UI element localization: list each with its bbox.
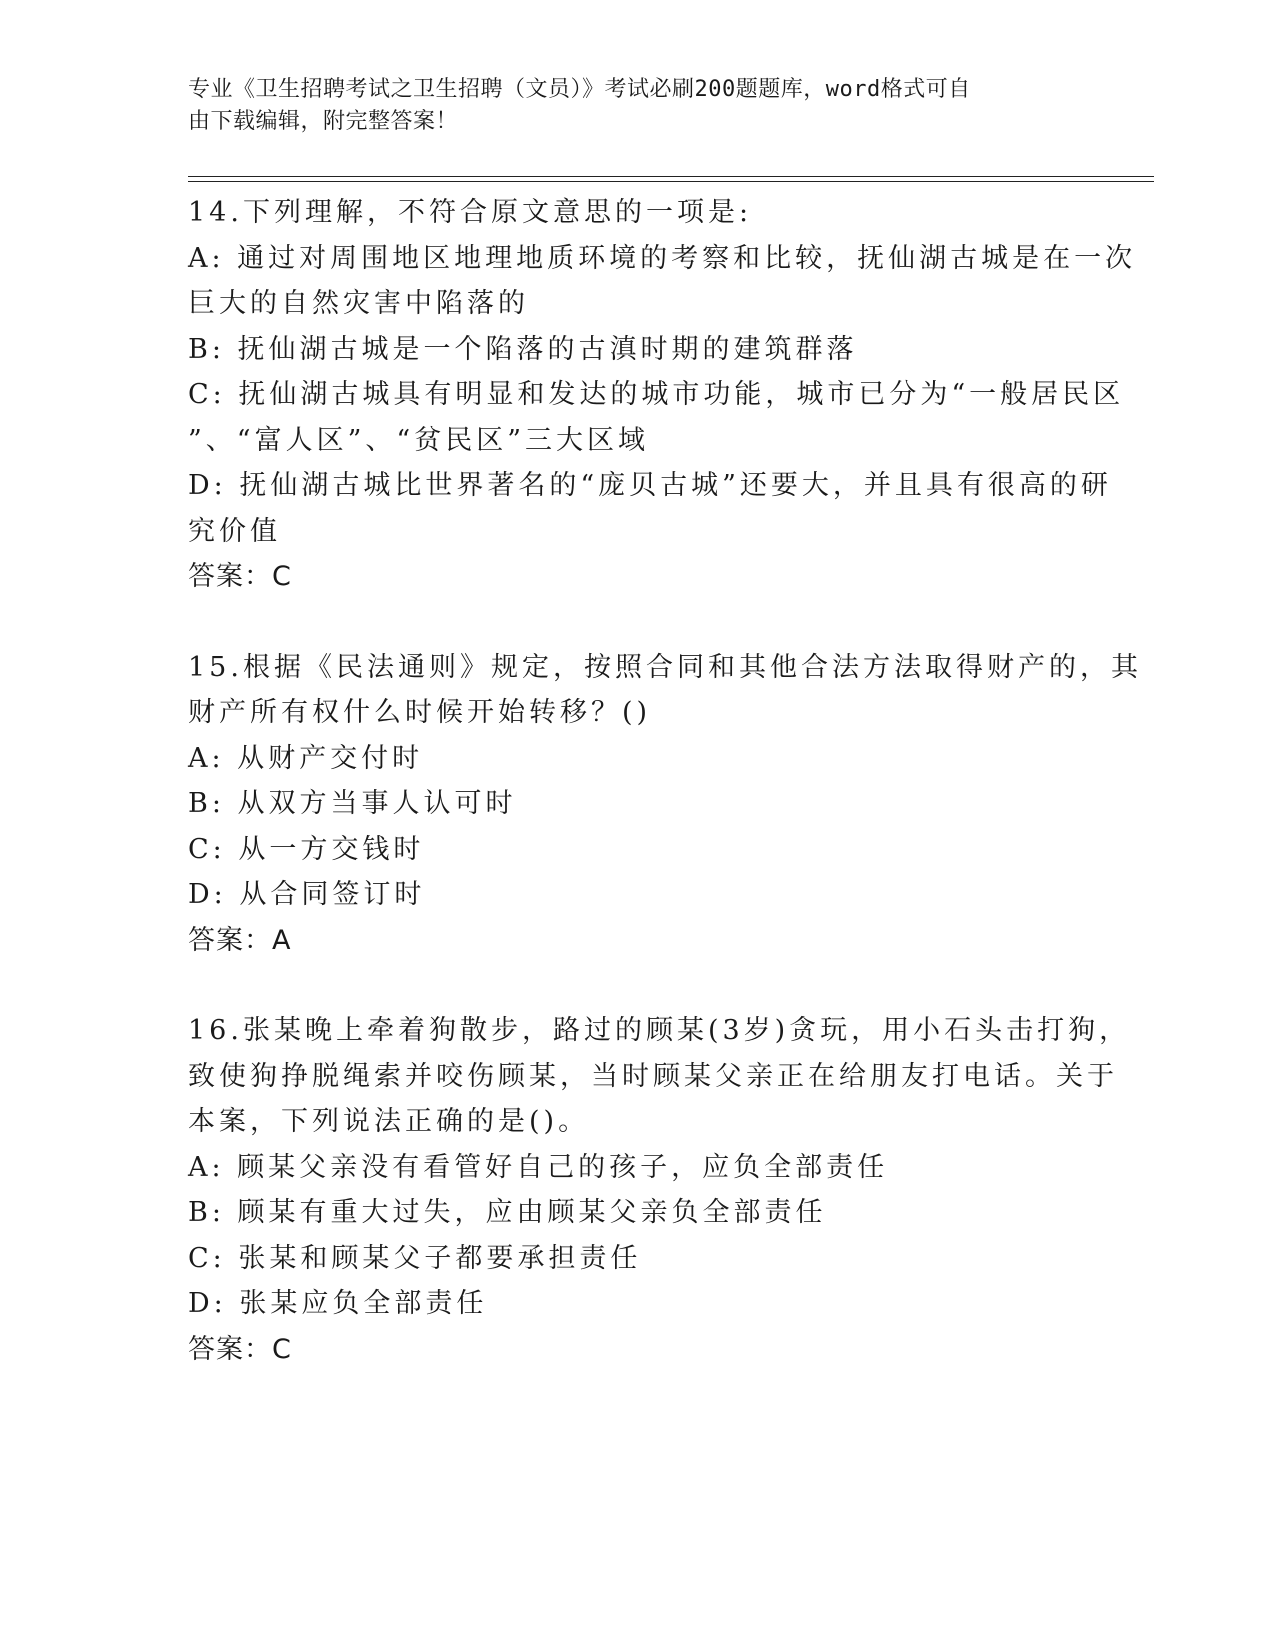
question-stem: 15.根据《民法通则》规定，按照合同和其他合法方法取得财产的，其 [188,651,1142,683]
option-d: D: 张某应负全部责任 [188,1288,488,1319]
question-stem-continued: 致使狗挣脱绳索并咬伤顾某，当时顾某父亲正在给朋友打电话。关于 [188,1060,1118,1092]
header-line-1: 专业《卫生招聘考试之卫生招聘（文员）》考试必刷200题题库，word格式可自 [188,77,971,102]
option-c: C: 张某和顾某父子都要承担责任 [188,1242,642,1274]
question-stem-continued: 财产所有权什么时候开始转移？() [188,697,652,728]
option-d-continued: 究价值 [188,515,281,547]
answer-label: 答案：A [188,924,292,956]
option-a: A: 从财产交付时 [188,742,424,774]
page-header [188,74,1068,138]
question-15 [188,645,1142,964]
option-b: B: 从双方当事人认可时 [188,788,517,819]
header-divider [188,176,1154,182]
option-a-continued: 巨大的自然灾害中陷落的 [188,288,529,319]
option-b: B: 抚仙湖古城是一个陷落的古滇时期的建筑群落 [188,333,858,365]
option-b: B: 顾某有重大过失，应由顾某父亲负全部责任 [188,1197,827,1228]
question-stem: 14.下列理解，不符合原文意思的一项是: [188,197,753,228]
question-14 [188,190,1137,600]
option-a: A: 顾某父亲没有看管好自己的孩子，应负全部责任 [188,1151,889,1183]
question-stem: 16.张某晚上牵着狗散步，路过的顾某(3岁)贪玩，用小石头击打狗， [188,1015,1131,1046]
header-line-2: 由下载编辑，附完整答案！ [188,109,459,134]
answer-label: 答案：C [188,561,292,592]
question-stem-continued: 本案，下列说法正确的是()。 [188,1106,590,1137]
option-d: D: 从合同签订时 [188,879,426,910]
option-d: D: 抚仙湖古城比世界著名的“庞贝古城”还要大，并且具有很高的研 [188,470,1112,501]
question-16 [188,1008,1131,1372]
option-c-continued: ”、“富人区”、“贫民区”三大区域 [188,424,650,456]
option-a: A: 通过对周围地区地理地质环境的考察和比较，抚仙湖古城是在一次 [188,242,1137,274]
option-c: C: 抚仙湖古城具有明显和发达的城市功能，城市已分为“一般居民区 [188,379,1125,410]
answer-label: 答案：C [188,1333,292,1365]
question-list [188,190,1142,1417]
option-c: C: 从一方交钱时 [188,833,425,865]
